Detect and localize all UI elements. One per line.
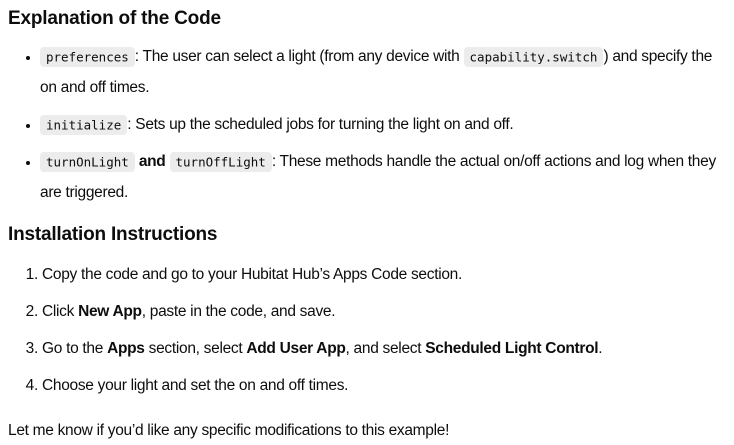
text-segment: , and select — [345, 340, 426, 357]
text-segment: : Sets up the scheduled jobs for turning the light on and off. — [127, 116, 514, 133]
step-item-choose-light — [42, 370, 724, 401]
list-item-turn-on-off — [40, 146, 724, 208]
text-segment: Click — [42, 303, 79, 320]
closing-remark: Let me know if you’d like any specific modifications to this example! — [8, 422, 450, 439]
text-segment: Copy the code and go to your Hubitat Hub’s Apps Code section. — [42, 266, 462, 283]
inline-code: turnOffLight — [170, 152, 272, 172]
text-segment: : These methods handle the actual on/off actions and log when they are triggered. — [40, 153, 716, 201]
step-item-copy-code — [42, 259, 724, 290]
text-segment: ) and specify the on and off times. — [40, 48, 713, 96]
installation-heading: Installation Instructions — [8, 224, 218, 245]
installation-steps-list — [8, 259, 724, 401]
inline-code: capability.switch — [464, 47, 604, 67]
bold-text: Scheduled Light Control — [425, 340, 599, 357]
inline-code: initialize — [40, 115, 127, 135]
inline-code: preferences — [40, 47, 135, 67]
text-segment — [165, 153, 169, 170]
text-segment: Choose your light and set the on and off times. — [42, 377, 349, 394]
text-segment: Go to the — [42, 340, 108, 357]
list-item-initialize — [40, 109, 724, 140]
step-item-add-user-app — [42, 333, 724, 364]
bold-text: Apps — [107, 340, 145, 357]
list-item-preferences — [40, 41, 724, 103]
text-segment: , paste in the code, and save. — [141, 303, 336, 320]
step-item-new-app — [42, 296, 724, 327]
text-segment: : The user can select a light (from any device with — [134, 48, 464, 65]
bold-text: New App — [78, 303, 142, 320]
bold-text: and — [138, 153, 166, 170]
explanation-list — [8, 41, 724, 208]
inline-code: turnOnLight — [40, 152, 135, 172]
bold-text: Add User App — [246, 340, 346, 357]
text-segment: section, select — [144, 340, 247, 357]
text-segment: . — [598, 340, 603, 357]
explanation-heading: Explanation of the Code — [8, 8, 221, 29]
